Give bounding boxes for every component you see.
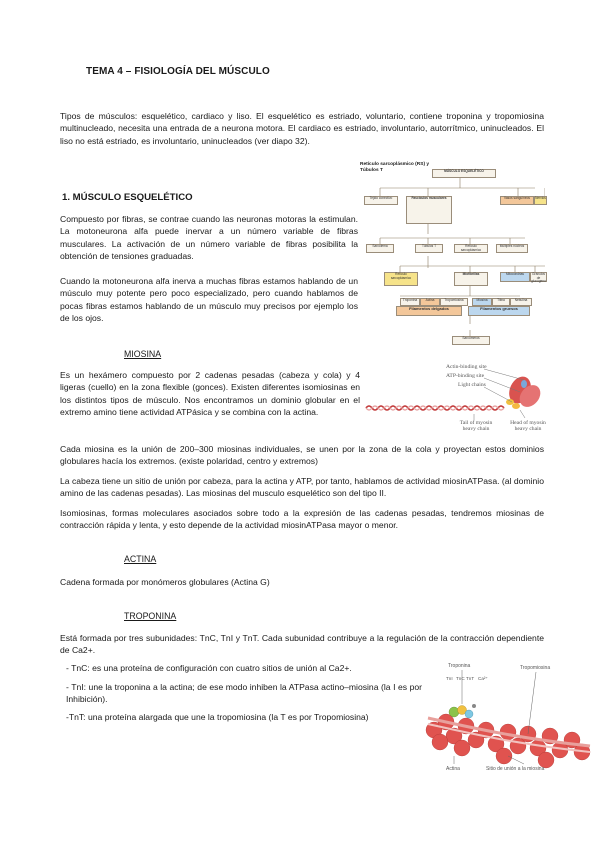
tail-label: Tail of myosin heavy chain: [459, 420, 493, 433]
troponina-item-tni: - TnI: une la troponina a la actina; de ese modo inhiben la ATPasa actino–miosina (la I es por Inhibición).: [66, 682, 422, 705]
flowchart-box: Nervios: [534, 196, 547, 205]
actina-paragraph: Cadena formada por monómeros globulares (Actina G): [60, 577, 270, 587]
section1-paragraph-1: Compuesto por fibras, se contrae cuando las neuronas motoras la estimulan. La motoneurona alfa puede inervar a un número variable de fibras musculares. La activación de un número variable de fibras posibilita la obtención de tensiones graduadas.: [60, 214, 358, 262]
flowchart-box: Túbulos T: [415, 244, 443, 253]
flowchart-box: Tejido conectivo: [364, 196, 398, 205]
protein-box: Troponina: [400, 298, 420, 306]
troponina-item-tnt: -TnT: una proteína alargada que une la tropomiosina (la T es por Tropomiosina): [66, 712, 369, 722]
flowchart-box: Vasos sanguíneos: [500, 196, 534, 205]
sarcomeres-box: Sarcómeros: [452, 336, 490, 345]
flowchart-header: Retículo sarcoplásmico (RS) y Túbulos T: [360, 162, 430, 173]
miosina-paragraph-2: Cada miosina es la unión de 200–300 miosinas individuales, se unen por la zona de la cola y proyectan estos dominios globulares hacía los extremos. (existe polaridad, centro y extremos): [60, 444, 544, 467]
actina-heading: ACTINA: [124, 554, 157, 564]
light-chains-label: Light chains: [458, 382, 486, 388]
atp-binding-site-label: ATP-binding site: [446, 373, 485, 379]
protein-box: Miosina: [472, 298, 492, 306]
flowchart-box: Gránulos de glucógeno: [531, 272, 546, 284]
miosina-paragraph-1: Es un hexámero compuesto por 2 cadenas pesadas (cabeza y cola) y 4 ligeras (cuello) en la zona flexible (gonces). Existen diferentes isomiosinas en los distintos tipos de músculo. Nos encontramos un dominio globular en el extremo amino tiene actividad ATPásica y se combina con la actina.: [60, 370, 360, 418]
sitio-union-label: Sitio de unión a la miosina: [486, 766, 545, 772]
protein-box: Nebulina: [510, 298, 532, 306]
thin-filament-figure: [424, 660, 592, 778]
flowchart-top: MÚSCULO ESQUELÉTICO: [432, 169, 496, 178]
flowchart-box: Retículo sarcoplásmico: [384, 272, 418, 286]
flowchart-box: Mitocondrias: [500, 272, 530, 282]
thick-filaments-box: Filamentos gruesos: [468, 306, 530, 316]
miosina-heading: MIOSINA: [124, 349, 162, 359]
skeletal-muscle-flowchart: [360, 162, 545, 348]
section1-paragraph-2: Cuando la motoneurona alfa inerva a muchas fibras estamos hablando de un músculo muy potente pero poco especializado, pero cuando hablamos de pocas fibras estamos hablando de un músculo muy precisos por ejemplo los de los ojos.: [60, 276, 358, 324]
flowchart-box: Retículo sarcoplásmico: [454, 244, 488, 253]
miosina-paragraph-3: La cabeza tiene un sitio de unión por cabeza, para la actina y ATP, por tanto, hablamos de actividad miosinATPasa. (al dominio amino de las cadenas pesadas). Las miosinas del musculo esquelético son del tipo II.: [60, 476, 544, 499]
myosin-figure: [360, 358, 550, 436]
troponina-label: Troponina: [448, 663, 471, 669]
protein-box: Titina: [492, 298, 510, 306]
tni-label: TnI: [446, 676, 453, 681]
troponina-heading: TROPONINA: [124, 611, 177, 621]
troponina-item-tnc: - TnC: es una proteína de configuración con cuatro sitios de unión al Ca2+.: [66, 663, 352, 673]
tropomiosina-label: Tropomiosina: [520, 665, 551, 671]
calcium-label: Ca²⁺: [478, 676, 488, 681]
actin-binding-site-label: Actin-binding site: [446, 364, 487, 370]
page-title: TEMA 4 – FISIOLOGÍA DEL MÚSCULO: [86, 66, 270, 77]
tnc-label: TnC: [456, 676, 465, 681]
protein-box: Tropomiosina: [440, 298, 468, 306]
flowchart-box: Fascículos musculares: [406, 196, 452, 224]
thin-filaments-box: Filamentos delgados: [396, 306, 462, 316]
intro-paragraph: Tipos de músculos: esquelético, cardiaco y liso. El esquelético es estriado, voluntario, contiene troponina y tropomiosina multinucleado, necesita una entrada de a neurona motora. El cardiaco es estriado, involuntario, autorrítmico, uninucleados. El liso no está estriado, es involuntario, uninucleados (ver diapo 32).: [60, 111, 544, 146]
head-label: Head of myosin heavy chain: [510, 420, 546, 433]
flowchart-box: Miofibrillas: [454, 272, 488, 286]
troponina-paragraph: Está formada por tres subunidades: TnC, TnI y TnT. Cada subunidad contribuye a la regulación de la contracción dependiente de Ca2+.: [60, 633, 544, 656]
flowchart-box: Múltiples núcleos: [496, 244, 528, 253]
tnt-label: TnT: [466, 676, 475, 681]
protein-box: Actina: [420, 298, 440, 306]
flowchart-connectors: [360, 162, 545, 348]
miosina-paragraph-4: Isomiosinas, formas moleculares asociados sobre todo a la expresión de las cadenas pesadas, tendremos miosinas de contracción rápida y lenta, y esto depende de la actividad miosinATPasa mayor o menor.: [60, 508, 544, 531]
section-heading-musculo-esqueletico: 1. MÚSCULO ESQUELÉTICO: [62, 192, 193, 203]
flowchart-box: Sarcolema: [366, 244, 394, 253]
actina-label: Actina: [446, 766, 460, 772]
